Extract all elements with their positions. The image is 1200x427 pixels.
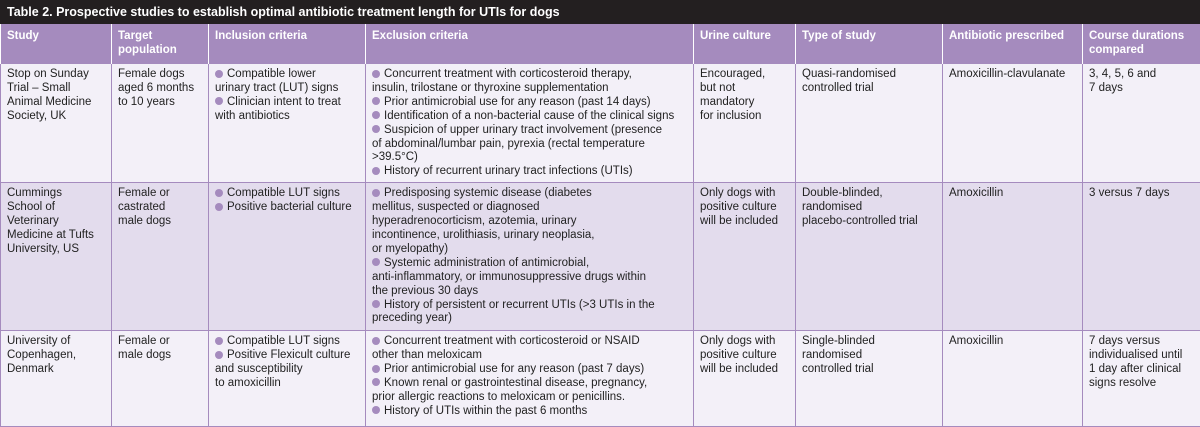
criteria-text: incontinence, urolithiasis, urinary neoplasia,	[372, 229, 687, 243]
cell-text: Animal Medicine	[7, 96, 105, 110]
criteria-text: Prior antimicrobial use for any reason (past 14 days)	[372, 96, 687, 110]
criteria-text: of abdominal/lumbar pain, pyrexia (rectal temperature	[372, 138, 687, 152]
inclusion-criteria-list	[215, 68, 359, 124]
criteria-item	[372, 165, 687, 179]
criteria-item	[372, 124, 687, 166]
criteria-item	[372, 110, 687, 124]
column-header	[1, 24, 112, 64]
cell-text: randomised	[802, 349, 936, 363]
column-header-label: population	[118, 43, 202, 57]
bullet-icon	[372, 378, 380, 386]
criteria-text: with antibiotics	[215, 110, 359, 124]
bullet-icon	[215, 189, 223, 197]
criteria-text: insulin, trilostane or thyroxine supplementation	[372, 82, 687, 96]
inclusion-cell	[209, 64, 366, 183]
bullet-icon	[215, 203, 223, 211]
criteria-text: Compatible lower	[215, 68, 359, 82]
column-header	[366, 24, 694, 64]
criteria-text: urinary tract (LUT) signs	[215, 82, 359, 96]
cell-text: 3 versus 7 days	[1089, 187, 1194, 201]
criteria-text: Compatible LUT signs	[215, 187, 359, 201]
cell-text: placebo-controlled trial	[802, 215, 936, 229]
cell-text: positive culture	[700, 349, 789, 363]
cell-text: Copenhagen,	[7, 349, 105, 363]
criteria-text: Positive bacterial culture	[215, 201, 359, 215]
study-cell	[1, 331, 112, 427]
cell-text: aged 6 months	[118, 82, 202, 96]
criteria-item	[372, 187, 687, 257]
study-cell	[1, 64, 112, 183]
column-header-label: Antibiotic prescribed	[949, 29, 1076, 43]
bullet-icon	[372, 97, 380, 105]
cell-text: 1 day after clinical	[1089, 363, 1194, 377]
criteria-item	[372, 299, 687, 327]
cell-text: randomised	[802, 201, 936, 215]
cell-text: individualised until	[1089, 349, 1194, 363]
cell-text: Trial – Small	[7, 82, 105, 96]
population-cell	[112, 183, 209, 331]
cell-text: Only dogs with	[700, 335, 789, 349]
criteria-text: Identification of a non-bacterial cause of the clinical signs	[372, 110, 687, 124]
criteria-text: Known renal or gastrointestinal disease, pregnancy,	[372, 377, 687, 391]
cell-text: Double-blinded,	[802, 187, 936, 201]
cell-text: Female dogs	[118, 68, 202, 82]
cell-text: Cummings	[7, 187, 105, 201]
table-row	[1, 64, 1200, 183]
cell-text: will be included	[700, 363, 789, 377]
cell-text: Amoxicillin	[949, 187, 1076, 201]
criteria-text: prior allergic reactions to meloxicam or penicillins.	[372, 391, 687, 405]
bullet-icon	[372, 300, 380, 308]
durations-cell	[1083, 183, 1200, 331]
criteria-item	[372, 96, 687, 110]
criteria-text: Clinician intent to treat	[215, 96, 359, 110]
cell-text: Veterinary	[7, 215, 105, 229]
bullet-icon	[215, 351, 223, 359]
study-type-cell	[796, 64, 943, 183]
cell-text: to 10 years	[118, 96, 202, 110]
cell-text: controlled trial	[802, 82, 936, 96]
bullet-icon	[215, 70, 223, 78]
criteria-text: History of recurrent urinary tract infections (UTIs)	[372, 165, 687, 179]
criteria-text: the previous 30 days	[372, 285, 687, 299]
criteria-text: and susceptibility	[215, 363, 359, 377]
studies-table	[0, 24, 1200, 427]
criteria-item	[372, 335, 687, 363]
bullet-icon	[372, 406, 380, 414]
durations-cell	[1083, 331, 1200, 427]
antibiotic-cell	[943, 331, 1083, 427]
column-header-label: Type of study	[802, 29, 936, 43]
cell-text: Female or	[118, 187, 202, 201]
exclusion-criteria-list	[372, 187, 687, 326]
cell-text: Encouraged,	[700, 68, 789, 82]
cell-text: 7 days	[1089, 82, 1194, 96]
study-cell	[1, 183, 112, 331]
cell-text: University, US	[7, 243, 105, 257]
cell-text: Stop on Sunday	[7, 68, 105, 82]
bullet-icon	[372, 111, 380, 119]
criteria-text: Predisposing systemic disease (diabetes	[372, 187, 687, 201]
study-type-cell	[796, 331, 943, 427]
population-cell	[112, 331, 209, 427]
inclusion-criteria-list	[215, 187, 359, 215]
culture-cell	[694, 183, 796, 331]
cell-text: 3, 4, 5, 6 and	[1089, 68, 1194, 82]
column-header-label: Urine culture	[700, 29, 789, 43]
antibiotic-cell	[943, 64, 1083, 183]
bullet-icon	[372, 70, 380, 78]
criteria-text: anti-inflammatory, or immunosuppressive drugs within	[372, 271, 687, 285]
cell-text: Amoxicillin-clavulanate	[949, 68, 1076, 82]
column-header-label: Exclusion criteria	[372, 29, 687, 43]
bullet-icon	[215, 337, 223, 345]
criteria-text: or myelopathy)	[372, 243, 687, 257]
exclusion-cell	[366, 64, 694, 183]
criteria-item	[372, 257, 687, 299]
criteria-item	[215, 96, 359, 124]
criteria-text: Systemic administration of antimicrobial,	[372, 257, 687, 271]
column-header-label: Inclusion criteria	[215, 29, 359, 43]
column-header	[943, 24, 1083, 64]
criteria-item	[215, 335, 359, 349]
cell-text: will be included	[700, 215, 789, 229]
cell-text: castrated	[118, 201, 202, 215]
criteria-text: Prior antimicrobial use for any reason (past 7 days)	[372, 363, 687, 377]
criteria-text: History of persistent or recurrent UTIs (>3 UTIs in the	[372, 299, 687, 313]
inclusion-criteria-list	[215, 335, 359, 391]
column-header	[796, 24, 943, 64]
criteria-text: Concurrent treatment with corticosteroid or NSAID	[372, 335, 687, 349]
criteria-text: Compatible LUT signs	[215, 335, 359, 349]
cell-text: for inclusion	[700, 110, 789, 124]
criteria-text: other than meloxicam	[372, 349, 687, 363]
cell-text: signs resolve	[1089, 377, 1194, 391]
antibiotic-cell	[943, 183, 1083, 331]
cell-text: Amoxicillin	[949, 335, 1076, 349]
exclusion-cell	[366, 331, 694, 427]
bullet-icon	[372, 167, 380, 175]
cell-text: male dogs	[118, 349, 202, 363]
bullet-icon	[215, 97, 223, 105]
cell-text: University of	[7, 335, 105, 349]
criteria-text: History of UTIs within the past 6 months	[372, 405, 687, 419]
exclusion-criteria-list	[372, 68, 687, 179]
cell-text: Medicine at Tufts	[7, 229, 105, 243]
criteria-item	[372, 68, 687, 96]
study-type-cell	[796, 183, 943, 331]
cell-text: Denmark	[7, 363, 105, 377]
criteria-text: mellitus, suspected or diagnosed	[372, 201, 687, 215]
durations-cell	[1083, 64, 1200, 183]
column-header-label: compared	[1089, 43, 1194, 57]
criteria-text: >39.5°C)	[372, 151, 687, 165]
table-row	[1, 183, 1200, 331]
criteria-item	[372, 363, 687, 377]
cell-text: male dogs	[118, 215, 202, 229]
table-title: Table 2. Prospective studies to establish optimal antibiotic treatment length for UTIs for dogs	[0, 0, 1200, 24]
inclusion-cell	[209, 183, 366, 331]
cell-text: but not	[700, 82, 789, 96]
criteria-item	[215, 349, 359, 391]
culture-cell	[694, 64, 796, 183]
header-row	[1, 24, 1200, 64]
culture-cell	[694, 331, 796, 427]
cell-text: Society, UK	[7, 110, 105, 124]
cell-text: Single-blinded	[802, 335, 936, 349]
exclusion-cell	[366, 183, 694, 331]
column-header	[1083, 24, 1200, 64]
criteria-text: preceding year)	[372, 312, 687, 326]
population-cell	[112, 64, 209, 183]
criteria-text: Positive Flexicult culture	[215, 349, 359, 363]
criteria-item	[215, 68, 359, 96]
cell-text: controlled trial	[802, 363, 936, 377]
criteria-text: hyperadrenocorticism, azotemia, urinary	[372, 215, 687, 229]
criteria-item	[372, 377, 687, 405]
criteria-item	[215, 201, 359, 215]
bullet-icon	[372, 337, 380, 345]
cell-text: Only dogs with	[700, 187, 789, 201]
column-header	[694, 24, 796, 64]
cell-text: positive culture	[700, 201, 789, 215]
cell-text: mandatory	[700, 96, 789, 110]
inclusion-cell	[209, 331, 366, 427]
column-header-label: Course durations	[1089, 29, 1194, 43]
criteria-item	[215, 187, 359, 201]
criteria-text: to amoxicillin	[215, 377, 359, 391]
criteria-text: Concurrent treatment with corticosteroid therapy,	[372, 68, 687, 82]
column-header	[209, 24, 366, 64]
criteria-item	[372, 405, 687, 419]
cell-text: Female or	[118, 335, 202, 349]
bullet-icon	[372, 365, 380, 373]
cell-text: 7 days versus	[1089, 335, 1194, 349]
table-row	[1, 331, 1200, 427]
bullet-icon	[372, 258, 380, 266]
column-header	[112, 24, 209, 64]
exclusion-criteria-list	[372, 335, 687, 418]
bullet-icon	[372, 125, 380, 133]
bullet-icon	[372, 189, 380, 197]
criteria-text: Suspicion of upper urinary tract involvement (presence	[372, 124, 687, 138]
cell-text: Quasi-randomised	[802, 68, 936, 82]
cell-text: School of	[7, 201, 105, 215]
column-header-label: Study	[7, 29, 105, 43]
column-header-label: Target	[118, 29, 202, 43]
